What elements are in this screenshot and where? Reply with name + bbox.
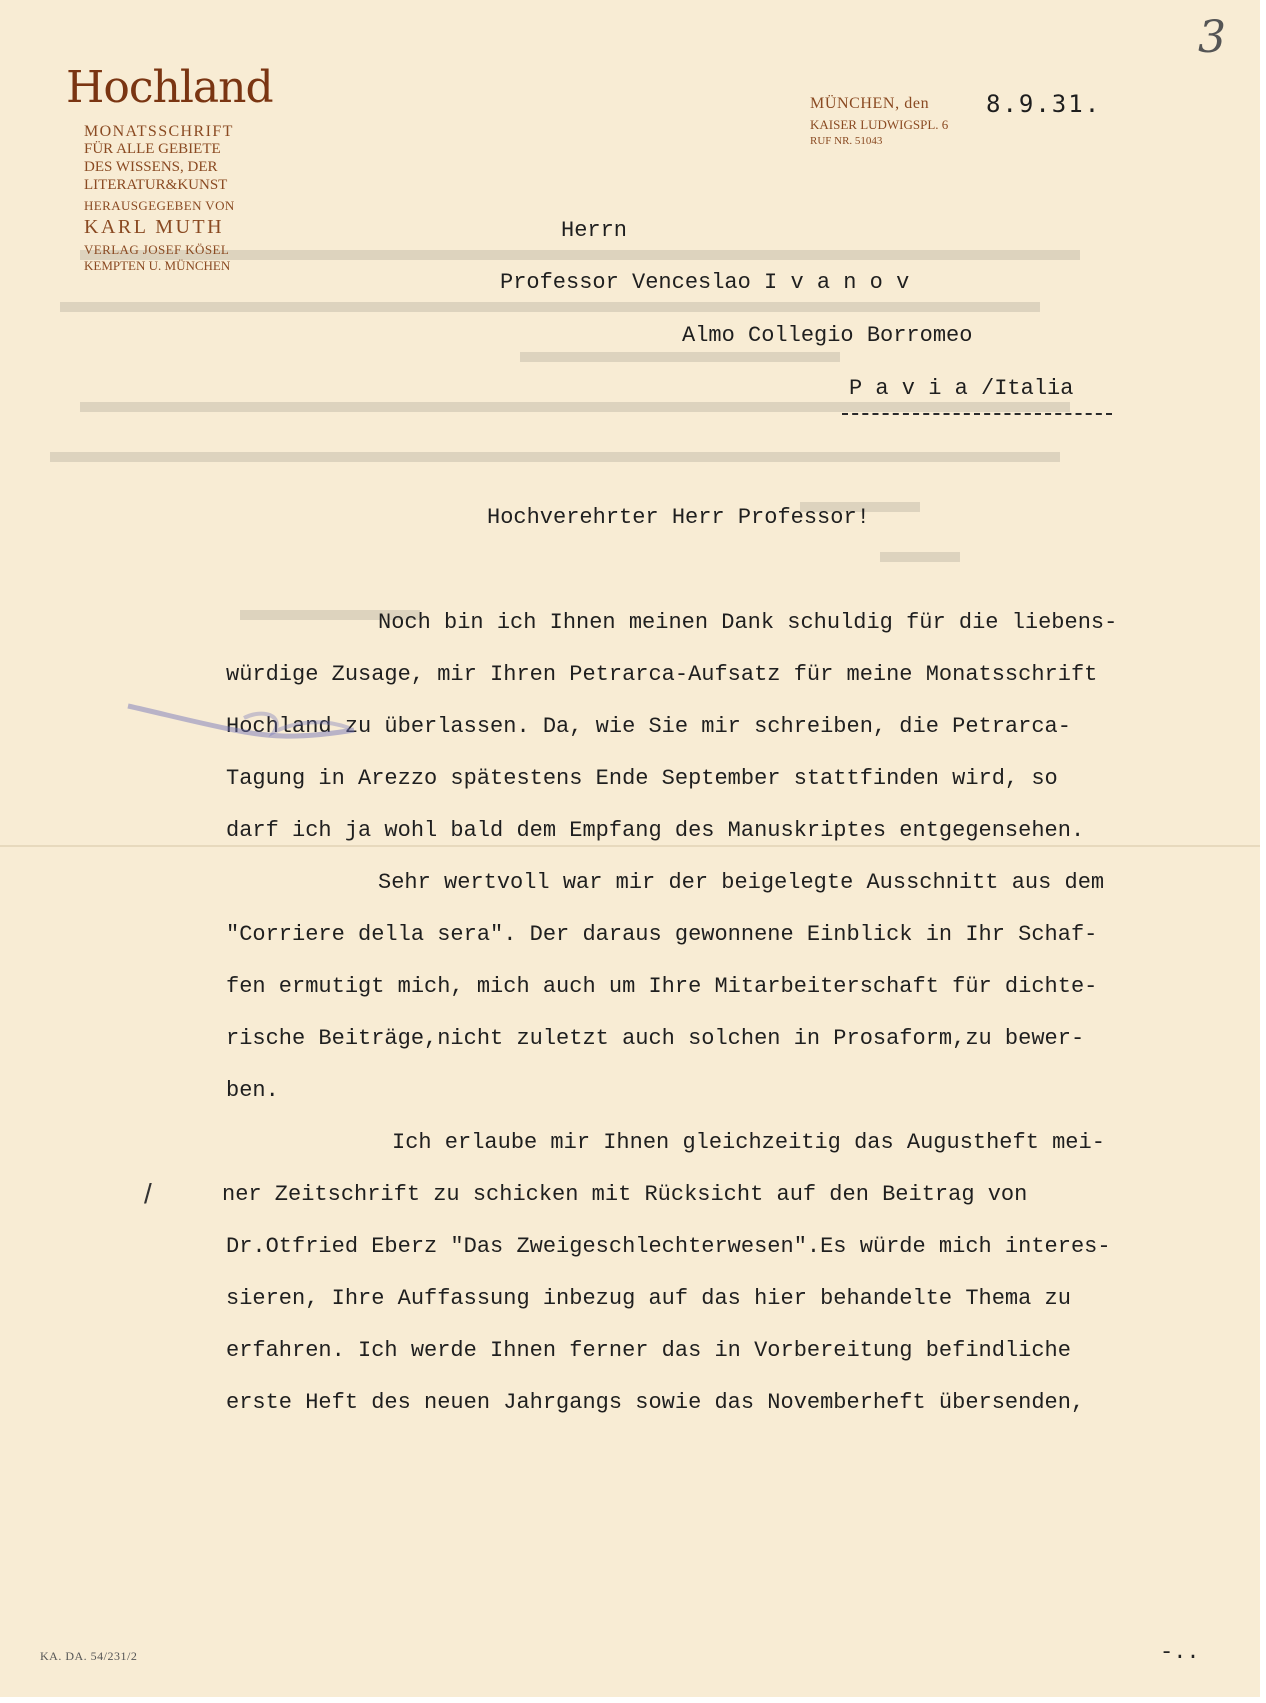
continuation-mark: -.. bbox=[1160, 1640, 1200, 1665]
body-line: Dr.Otfried Eberz "Das Zweigeschlechterwesen".Es würde mich interes- bbox=[226, 1234, 1111, 1259]
faded-ink-stamp bbox=[124, 700, 364, 750]
body-line: sieren, Ihre Auffassung inbezug auf das hier behandelte Thema zu bbox=[226, 1286, 1071, 1311]
body-line: erfahren. Ich werde Ihnen ferner das in Vorbereitung befindliche bbox=[226, 1338, 1071, 1363]
letterhead-line-8: KEMPTEN U. MÜNCHEN bbox=[84, 258, 231, 273]
recipient-institution: Almo Collegio Borromeo bbox=[682, 323, 973, 348]
letterhead-line-1: MONATSSCHRIFT bbox=[84, 123, 234, 140]
body-line: Hochland zu überlassen. Da, wie Sie mir schreiben, die Petrarca- bbox=[226, 714, 1071, 739]
greeting: Hochverehrter Herr Professor! bbox=[487, 505, 870, 530]
scan-edge-right bbox=[1260, 0, 1266, 1703]
body-line: würdige Zusage, mir Ihren Petrarca-Aufsatz für meine Monatsschrift bbox=[226, 662, 1098, 687]
margin-mark: / bbox=[144, 1178, 152, 1209]
hochland-logo: Hochland bbox=[66, 62, 273, 113]
letterhead-line-2: FÜR ALLE GEBIETE bbox=[84, 141, 221, 157]
body-line: erste Heft des neuen Jahrgangs sowie das Novemberheft übersenden, bbox=[226, 1390, 1085, 1415]
sender-street: KAISER LUDWIGSPL. 6 bbox=[810, 117, 949, 132]
letterhead-line-4: LITERATUR&KUNST bbox=[84, 177, 228, 193]
letterhead-editor-name: KARL MUTH bbox=[84, 216, 225, 238]
body-line: Sehr wertvoll war mir der beigelegte Ausschnitt aus dem bbox=[378, 870, 1105, 895]
archive-reference: KA. DA. 54/231/2 bbox=[40, 1649, 138, 1663]
letterhead-line-5: HERAUSGEGEBEN VON bbox=[84, 198, 235, 213]
paper-fold-line bbox=[0, 845, 1266, 847]
address-underline bbox=[842, 413, 1112, 415]
body-line: rische Beiträge,nicht zuletzt auch solchen in Prosaform,zu bewer- bbox=[226, 1026, 1085, 1051]
body-line: ner Zeitschrift zu schicken mit Rücksicht auf den Beitrag von bbox=[222, 1182, 1028, 1207]
recipient-title: Herrn bbox=[561, 218, 628, 243]
bleed-through-text bbox=[40, 240, 1230, 660]
body-line: darf ich ja wohl bald dem Empfang des Manuskriptes entgegensehen. bbox=[226, 818, 1085, 843]
letter-date: 8.9.31. bbox=[986, 90, 1102, 118]
body-line: fen ermutigt mich, mich auch um Ihre Mitarbeiterschaft für dichte- bbox=[226, 974, 1098, 999]
sender-city: MÜNCHEN, den bbox=[810, 95, 930, 112]
body-line: Tagung in Arezzo spätestens Ende September stattfinden wird, so bbox=[226, 766, 1058, 791]
letterhead-line-7: VERLAG JOSEF KÖSEL bbox=[84, 242, 230, 257]
body-line: ben. bbox=[226, 1078, 279, 1103]
recipient-city: P a v i a /Italia bbox=[849, 376, 1074, 401]
sender-phone: RUF NR. 51043 bbox=[810, 135, 883, 147]
page-number: 3 bbox=[1198, 12, 1226, 63]
letterhead-line-3: DES WISSENS, DER bbox=[84, 159, 218, 175]
body-line: "Corriere della sera". Der daraus gewonnene Einblick in Ihr Schaf- bbox=[226, 922, 1098, 947]
body-line: Ich erlaube mir Ihnen gleichzeitig das Augustheft mei- bbox=[392, 1130, 1105, 1155]
recipient-name: Professor Venceslao I v a n o v bbox=[500, 270, 910, 295]
body-line: Noch bin ich Ihnen meinen Dank schuldig für die liebens- bbox=[378, 610, 1118, 635]
scan-edge-bottom bbox=[0, 1697, 1266, 1703]
